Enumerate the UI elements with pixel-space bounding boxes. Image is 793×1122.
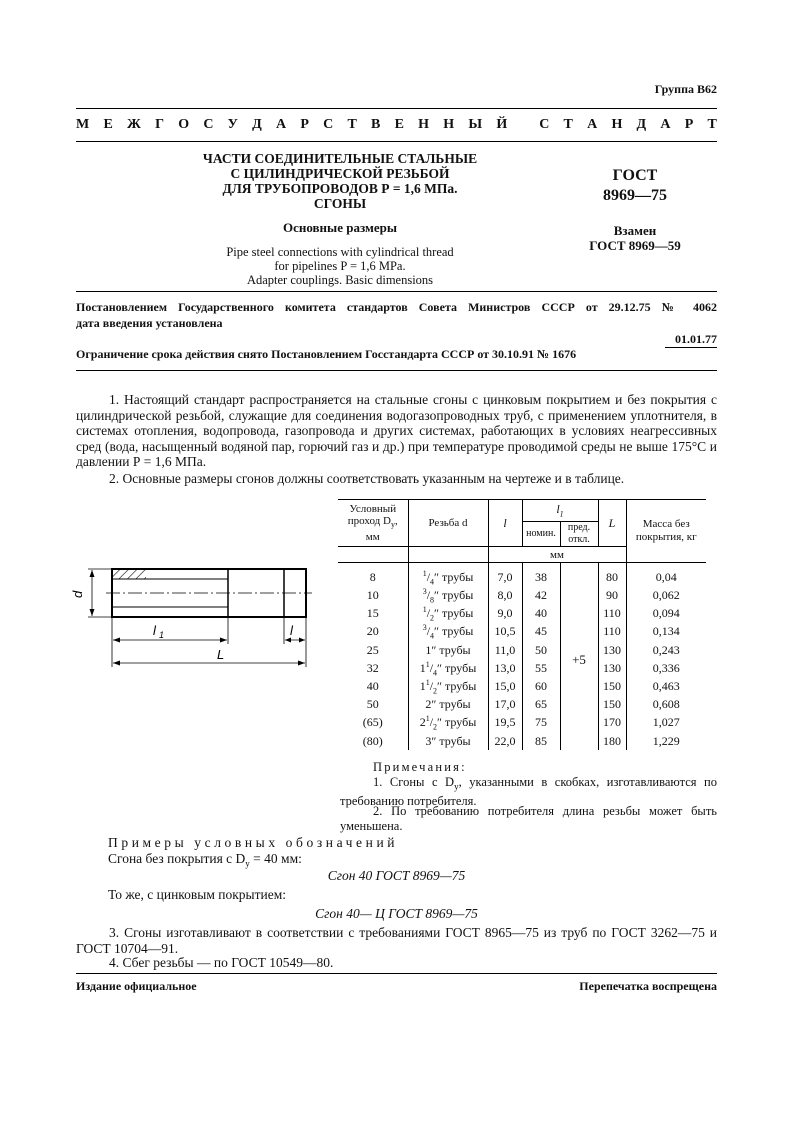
title-line-3: ДЛЯ ТРУБОПРОВОДОВ Р = 1,6 МПа. [222,181,458,196]
footer-official-edition: Издание официальное [76,979,197,993]
cell-l1: 75 [522,714,560,732]
cell-thread: 3″ трубы [408,732,488,750]
heading-letter: Е [103,117,113,132]
cell-thread: $1^1/_4''$ трубы [408,659,488,677]
cell-l: 19,5 [488,714,522,732]
cell-dn: 25 [366,642,379,657]
en-title-line-3: Adapter couplings. Basic dimensions [246,273,434,287]
heading-letter: Д [636,117,647,132]
example-2-code: Сгон 40— Ц ГОСТ 8969—75 [315,906,478,921]
paragraph-4: 4. Сбег резьбы — по ГОСТ 10549—80. [109,955,334,970]
cell-thread: $^3/_8''$ трубы [408,587,488,605]
table-row [338,623,706,641]
replaces-code: ГОСТ 8969—59 [589,238,681,253]
table-row [338,641,706,659]
example-1-text: Сгона без покрытия с $D_у = 40$ мм: [108,851,302,869]
table-row [338,587,706,605]
col-header-l: l [488,500,522,547]
note-2: 2. По требованию потребителя длина резьбы может быть уменьшена. [340,804,717,833]
cell-l: 13,0 [488,659,522,677]
cell-l1: 55 [522,659,560,677]
label-d: d [70,590,85,598]
example-1-code: Сгон 40 ГОСТ 8969—75 [327,868,466,883]
col-header-L: L [598,500,626,547]
cell-dn: 8 [369,570,376,585]
table-row [338,659,706,677]
restriction-note: Ограничение срока действия снято Постановлением Госстандарта СССР от 30.10.91 № 1676 [76,347,577,361]
heading-letter: Д [252,117,262,132]
cell-l: 9,0 [488,605,522,623]
table-row [338,714,706,732]
cell-L: 150 [598,696,626,714]
cell-mass: 1,027 [626,714,706,732]
gost-label: ГОСТ [612,167,658,184]
cell-l: 17,0 [488,696,522,714]
cell-L: 110 [598,623,626,641]
notes-title: Примечания: [373,760,467,774]
cell-thread: $^1/_4''$ трубы [408,563,488,587]
title-line-1: ЧАСТИ СОЕДИНИТЕЛЬНЫЕ СТАЛЬНЫЕ [202,151,478,166]
cell-l1: 65 [522,696,560,714]
cell-l1: 40 [522,605,560,623]
example-2-text: То же, с цинковым покрытием: [108,887,287,902]
cell-l1: 85 [522,732,560,750]
paragraph-2: 2. Основные размеры сгонов должны соответствовать указанным на чертеже и в таблице. [109,471,625,486]
cell-dn: 15 [366,606,379,621]
cell-dn: 50 [366,697,379,712]
heading-letter: А [276,117,287,132]
gost-number [570,166,700,206]
decree-rule [76,370,717,371]
paragraph-3: 3. Сгоны изготавливают в соответствии с требованиями ГОСТ 8965—75 из труб по ГОСТ 3262—75 и ГОСТ 10704—91. [76,925,717,956]
cell-thread: $2^1/_2''$ трубы [408,714,488,732]
cell-thread: $^1/_2''$ трубы [408,605,488,623]
cell-dn: 32 [366,660,379,675]
cell-L: 80 [598,563,626,587]
cell-L: 130 [598,659,626,677]
heading-letter: С [203,117,214,132]
label-l1: l [153,623,156,638]
cell-mass: 0,463 [626,677,706,695]
heading-letter: А [587,117,598,132]
cell-L: 170 [598,714,626,732]
table-row [338,696,706,714]
label-L: L [217,647,225,662]
col-header-thread: Резьба d [408,500,488,547]
footer-rule [76,973,717,974]
examples-heading: Примеры условных обозначений [108,835,399,850]
heading-letter: У [227,117,238,132]
cell-thread: $^3/_4''$ трубы [408,623,488,641]
cell-l: 7,0 [488,563,522,587]
paragraph-1: 1. Настоящий стандарт распространяется на стальные сгоны с цинковым покрытием и без покрытия с цилиндрической резьбой, служащие для соединения водогазопроводных труб, с применением уплотнителя, в системах отопления, водопровода, газопровода и других системах, работающих в условиях неагрессивных сред (вода, насыщенный водяной пар, горючий газ и др.) при температуре проводимой среды не выше 175°С и давлении Р = 1,6 МПа. [76,392,717,469]
label-l: l [290,623,293,638]
heading-letter: В [371,117,381,132]
cell-dn: (65) [362,715,383,730]
heading-letter: Ы [468,117,483,132]
col-header-nom: номин. [522,522,560,547]
heading-letter: Т [563,117,573,132]
units-mm: мм [488,547,626,563]
cell-mass: 0,608 [626,696,706,714]
title-line-4: СГОНЫ [313,196,367,211]
heading-letter: Й [496,117,508,132]
col-header-dev: пред. откл. [560,522,598,547]
document-title [150,151,530,211]
col-header-l1: $l_1$ [522,500,598,522]
heading-rule [76,141,717,142]
cell-mass: 1,229 [626,732,706,750]
cell-L: 180 [598,732,626,750]
cell-l1: 45 [522,623,560,641]
en-title-line-1: Pipe steel connections with cylindrical thread [226,245,454,259]
standard-type-heading [76,117,717,133]
coupling-drawing [70,560,323,670]
cell-mass: 0,134 [626,623,706,641]
table-row [338,732,706,750]
note-1: 1. Сгоны с $D_у$, указанными в скобках, изготавливаются по требованию потребителя. [340,775,717,808]
decree-effective-label: дата введения установлена [76,316,223,330]
cell-L: 90 [598,587,626,605]
cell-thread: 1″ трубы [408,641,488,659]
cell-l1: 60 [522,677,560,695]
label-l1-sub: 1 [159,630,165,640]
en-title-line-2: for pipelines P = 1,6 MPa. [274,259,406,273]
cell-mass: 0,243 [626,641,706,659]
heading-letter: Н [443,117,455,132]
title-rule [76,291,717,292]
cell-l: 8,0 [488,587,522,605]
table-row [338,563,706,587]
heading-letter: Т [347,117,357,132]
title-line-2: С ЦИЛИНДРИЧЕСКОЙ РЕЗЬБОЙ [230,166,450,181]
decree-line: Постановлением Государственного комитета стандартов Совета Министров СССР от 29.12.75 № 4062 [76,300,717,314]
cell-mass: 0,04 [626,563,706,587]
heading-letter: Р [300,117,309,132]
group-code: Группа В62 [654,82,717,96]
heading-letter: Н [418,117,430,132]
heading-letter: Ж [127,117,141,132]
heading-letter: Г [155,117,164,132]
cell-L: 110 [598,605,626,623]
heading-letter: С [539,117,550,132]
cell-deviation: +5 [560,563,598,751]
dimensions-table [338,499,706,750]
cell-mass: 0,336 [626,659,706,677]
cell-l1: 38 [522,563,560,587]
english-title [150,245,530,287]
document-subtitle: Основные размеры [282,220,397,235]
heading-letter: А [660,117,671,132]
replaces-label: Взамен [613,223,657,238]
effective-date: 01.01.77 [675,332,717,346]
replaces-block [570,223,700,253]
cell-dn: 40 [366,679,379,694]
section-hatch [113,570,146,579]
cell-dn: 10 [366,588,379,603]
cell-l: 10,5 [488,623,522,641]
cell-thread: $1^1/_2''$ трубы [408,677,488,695]
cell-L: 130 [598,641,626,659]
col-header-dn: Условный проход $D_у$, мм [338,500,408,547]
heading-letter: Н [611,117,623,132]
table-row [338,677,706,695]
cell-l1: 50 [522,641,560,659]
cell-l: 15,0 [488,677,522,695]
heading-letter [521,117,525,133]
heading-letter: Р [684,117,694,132]
heading-letter: О [178,117,190,132]
cell-l1: 42 [522,587,560,605]
top-rule [76,108,717,109]
date-underline [665,347,717,348]
footer-reprint-notice: Перепечатка воспрещена [579,979,717,993]
cell-dn: (80) [362,733,383,748]
cell-L: 150 [598,677,626,695]
col-header-mass: Масса без покрытия, кг [626,500,706,563]
gost-code: 8969—75 [603,187,667,204]
heading-letter: Т [707,117,717,132]
table-row [338,605,706,623]
cell-l: 22,0 [488,732,522,750]
heading-letter: С [323,117,334,132]
cell-mass: 0,094 [626,605,706,623]
heading-letter: М [76,117,90,132]
cell-l: 11,0 [488,641,522,659]
heading-letter: Е [394,117,404,132]
cell-thread: 2″ трубы [408,696,488,714]
table-body [338,563,706,751]
cell-dn: 20 [366,624,379,639]
cell-mass: 0,062 [626,587,706,605]
